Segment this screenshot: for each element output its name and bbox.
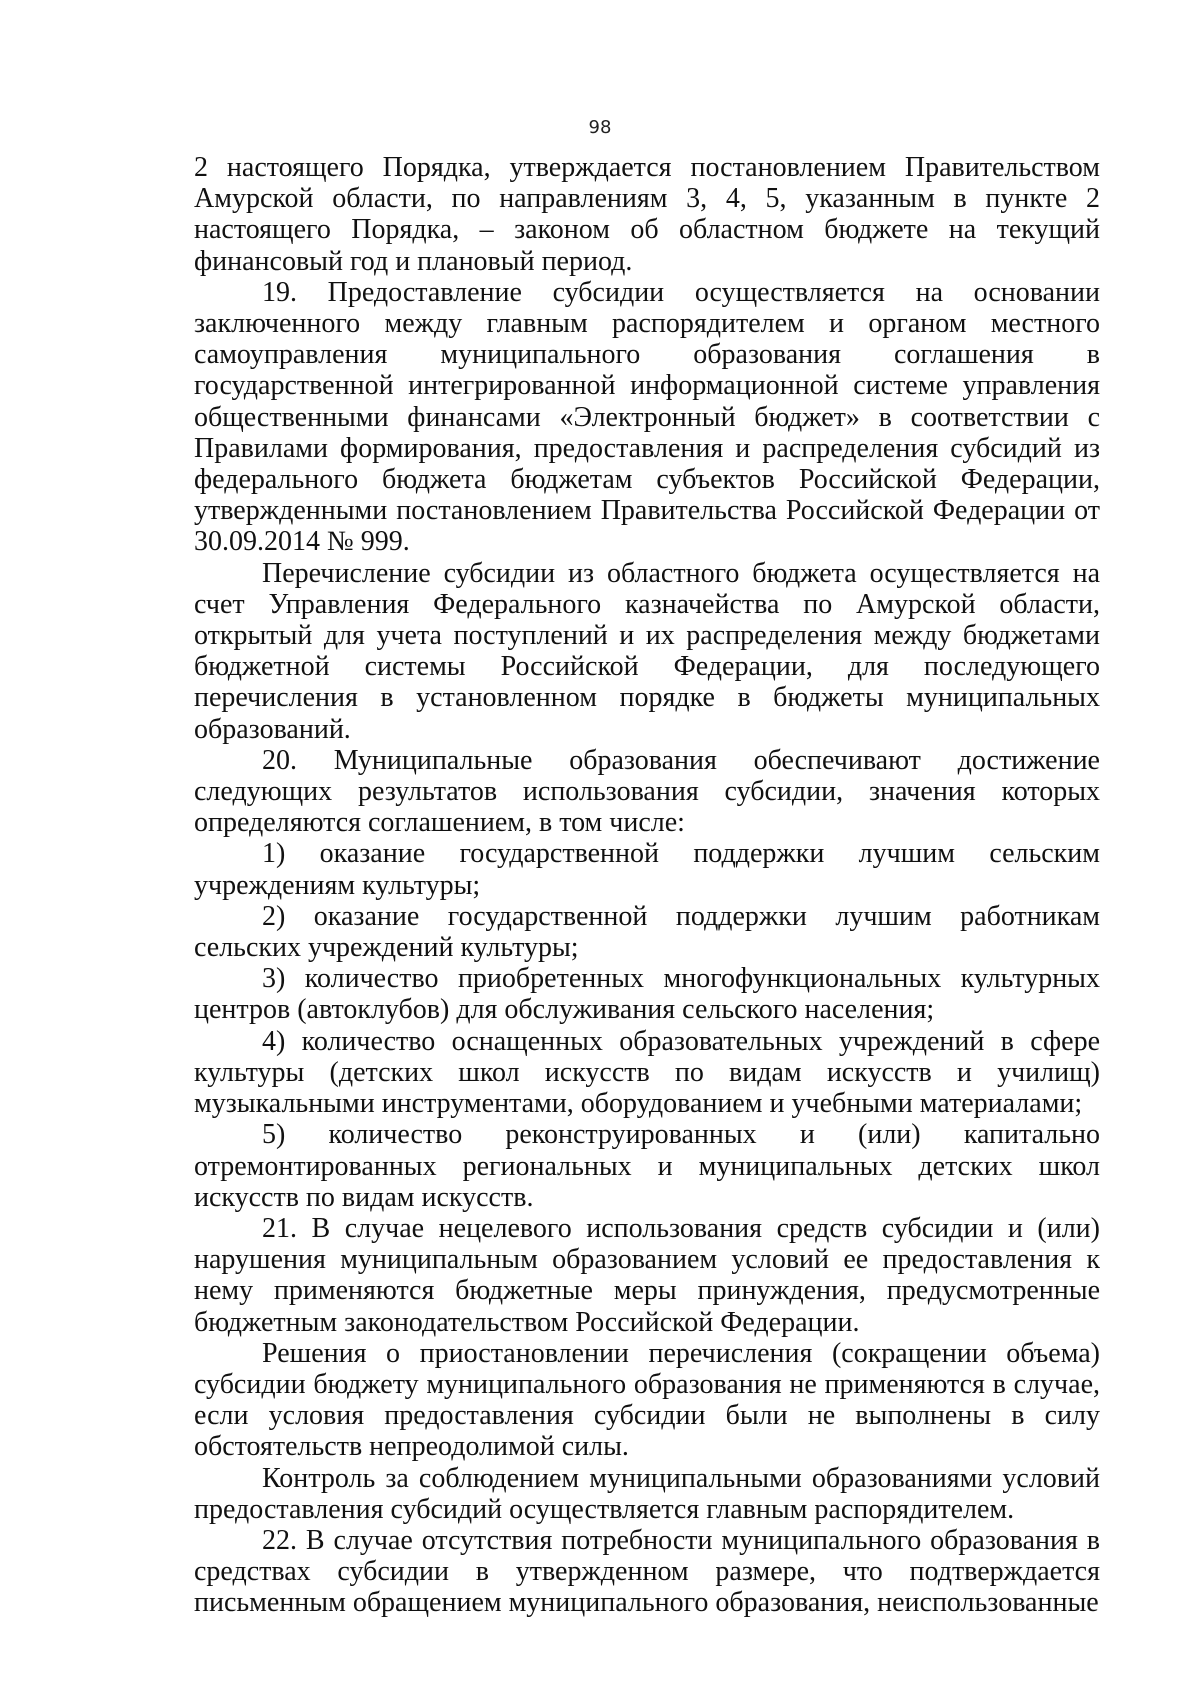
paragraph-continuation: 2 настоящего Порядка, утверждается постановлением Правительством Амурской области, по направлениям 3, 4, 5, указанным в пункте 2 настоящего Порядка, – законом об областном бюджете на текущий финансовый год и плановый период. — [194, 152, 1100, 277]
list-item-result-2: 2) оказание государственной поддержки лучшим работникам сельских учреждений культуры; — [194, 900, 1100, 964]
list-item-result-3: 3) количество приобретенных многофункциональных культурных центров (автоклубов) для обслуживания сельского населения; — [194, 963, 1100, 1026]
document-body — [194, 152, 1100, 1619]
paragraph-item-22: 22. В случае отсутствия потребности муниципального образования в средствах субсидии в утвержденном размере, что подтверждается письменным обращением муниципального образования, неиспользованные — [194, 1524, 1100, 1619]
paragraph-item-20: 20. Муниципальные образования обеспечивают достижение следующих результатов использования субсидии, значения которых определяются соглашением, в том числе: — [194, 744, 1100, 839]
paragraph-transfer: Перечисление субсидии из областного бюджета осуществляется на счет Управления Федерального казначейства по Амурской области, открытый для учета поступлений и их распределения между бюджетами бюджетной системы Российской Федерации, для последующего перечисления в установленном порядке в бюджеты муниципальных образований. — [194, 557, 1100, 745]
paragraph-item-19: 19. Предоставление субсидии осуществляется на основании заключенного между главным распорядителем и органом местного самоуправления муниципального образования соглашения в государственной интегрированной информационной системе управления общественными финансами «Электронный бюджет» в соответствии с Правилами формирования, предоставления и распределения субсидий из федерального бюджета бюджетам субъектов Российской Федерации, утвержденными постановлением Правительства Российской Федерации от 30.09.2014 № 999. — [194, 276, 1100, 558]
list-item-result-5: 5) количество реконструированных и (или) капитально отремонтированных региональных и муниципальных детских школ искусств по видам искусств. — [194, 1119, 1100, 1213]
paragraph-item-21: 21. В случае нецелевого использования средств субсидии и (или) нарушения муниципальным образованием условий ее предоставления к нему применяются бюджетные меры принуждения, предусмотренные бюджетным законодательством Российской Федерации. — [194, 1212, 1100, 1338]
paragraph-decisions: Решения о приостановлении перечисления (сокращении объема) субсидии бюджету муниципального образования не применяются в случае, если условия предоставления субсидии были не выполнены в силу обстоятельств непреодолимой силы. — [194, 1337, 1100, 1463]
page-number: 98 — [588, 117, 612, 138]
paragraph-control: Контроль за соблюдением муниципальными образованиями условий предоставления субсидий осуществляется главным распорядителем. — [194, 1462, 1100, 1525]
list-item-result-1: 1) оказание государственной поддержки лучшим сельским учреждениям культуры; — [194, 838, 1100, 901]
list-item-result-4: 4) количество оснащенных образовательных учреждений в сфере культуры (детских школ искусств по видам искусств и училищ) музыкальными инструментами, оборудованием и учебными материалами; — [194, 1025, 1100, 1120]
